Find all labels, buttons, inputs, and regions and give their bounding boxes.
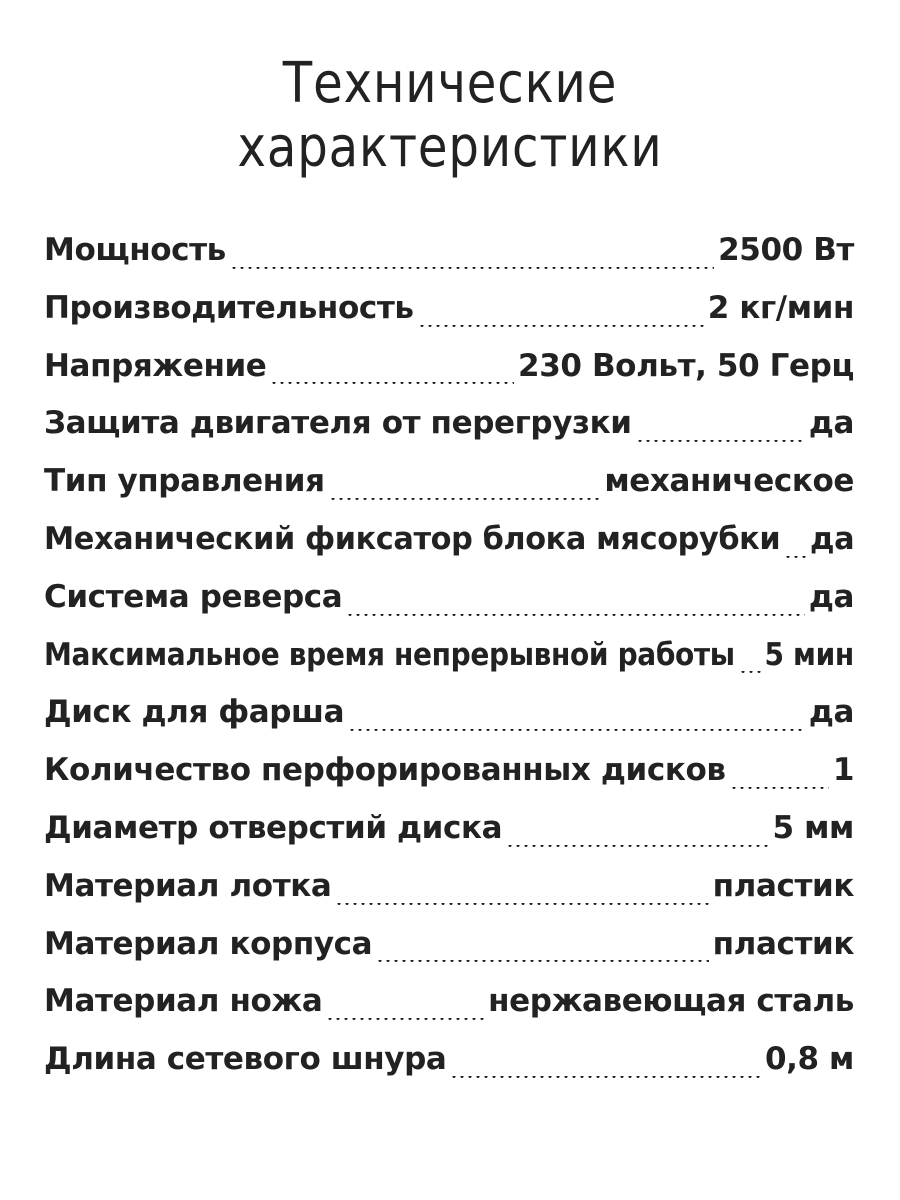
spec-value: 1: [832, 752, 854, 789]
spec-value: механическое: [604, 463, 854, 500]
spec-row-cord-length: [44, 1041, 854, 1099]
spec-label: Система реверса: [44, 578, 343, 615]
dot-leader: [335, 903, 708, 907]
spec-value: 230 Вольт, 50 Герц: [518, 347, 854, 384]
dot-leader: [376, 960, 709, 964]
spec-row-control-type: [44, 463, 854, 521]
dot-leader: [418, 325, 704, 329]
spec-value: да: [808, 405, 854, 442]
spec-row-overload-protection: [44, 405, 854, 463]
spec-row-knife-material: [44, 983, 854, 1041]
spec-row-max-continuous-time: [44, 637, 854, 695]
spec-label: Защита двигателя от перегрузки: [44, 405, 632, 442]
spec-row-mechanical-lock: [44, 521, 854, 579]
spec-row-productivity: [44, 290, 854, 348]
spec-value: пластик: [712, 925, 854, 962]
spec-label: Длина сетевого шнура: [44, 1041, 447, 1078]
spec-value: пластик: [712, 867, 854, 904]
specifications-list: [44, 232, 854, 1099]
spec-row-body-material: [44, 926, 854, 984]
spec-row-mince-disc: [44, 694, 854, 752]
spec-label: Количество перфорированных дисков: [44, 752, 726, 789]
spec-row-tray-material: [44, 868, 854, 926]
spec-label: Механический фиксатор блока мясорубки: [44, 520, 781, 557]
spec-value: нержавеющая сталь: [488, 983, 854, 1020]
spec-label: Материал корпуса: [44, 925, 373, 962]
spec-label: Диаметр отверстий диска: [44, 809, 503, 846]
spec-value: да: [809, 520, 854, 557]
spec-value: да: [808, 694, 854, 731]
dot-leader: [730, 787, 829, 791]
dot-leader: [346, 614, 805, 618]
spec-row-disc-hole-diameter: [44, 810, 854, 868]
spec-row-reverse-system: [44, 579, 854, 637]
spec-value: 2500 Вт: [718, 232, 854, 268]
spec-label: Тип управления: [44, 463, 325, 500]
spec-value: 2 кг/мин: [707, 289, 854, 326]
dot-leader: [506, 845, 768, 849]
dot-leader: [270, 382, 514, 386]
dot-leader: [326, 1018, 484, 1022]
dot-leader: [230, 267, 714, 271]
dot-leader: [636, 440, 805, 444]
page-title-line-2: характеристики: [237, 115, 663, 180]
spec-row-power: [44, 232, 854, 290]
dot-leader: [329, 498, 601, 502]
spec-row-voltage: [44, 348, 854, 406]
spec-value: 5 мин: [764, 636, 854, 673]
spec-label: Напряжение: [44, 347, 267, 384]
spec-value: 0,8 м: [764, 1041, 854, 1078]
spec-row-perforated-discs-count: [44, 752, 854, 810]
spec-value: 5 мм: [772, 809, 854, 846]
spec-label: Материал ножа: [44, 983, 323, 1020]
page-title-line-1: Технические: [282, 51, 618, 116]
dot-leader: [784, 556, 806, 560]
dot-leader: [348, 729, 805, 733]
dot-leader: [739, 671, 761, 675]
spec-value: да: [808, 578, 854, 615]
dot-leader: [450, 1076, 761, 1080]
spec-label: Максимальное время непрерывной работы: [44, 636, 735, 673]
spec-label: Производительность: [44, 289, 414, 326]
spec-label: Мощность: [44, 232, 226, 268]
spec-label: Диск для фарша: [44, 694, 345, 731]
spec-label: Материал лотка: [44, 867, 332, 904]
page-title: [63, 52, 837, 180]
